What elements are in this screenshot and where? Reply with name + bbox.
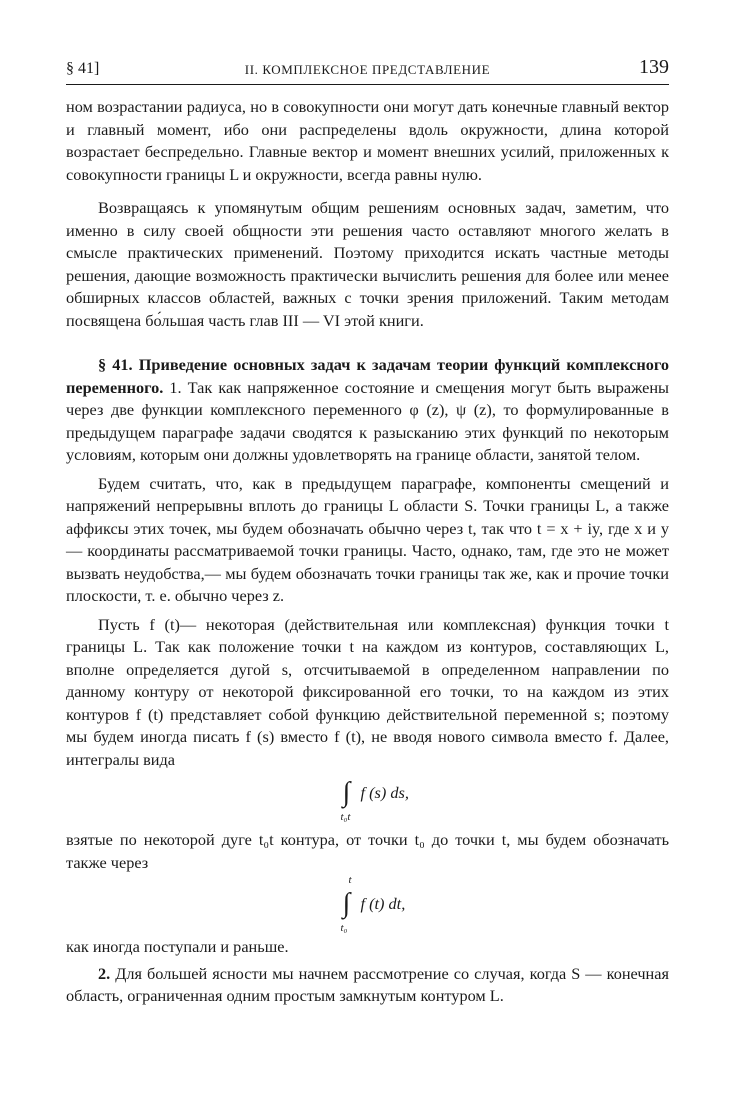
paragraph: Будем считать, что, как в предыдущем параграфе, компоненты смещений и напряжений непрерывны вплоть до границы L области S. Точки границы L, а также аффиксы этих точек, мы будем обозначать обычно через t, так что t = x + iy, где x и y — координаты рассматриваемой точки границы. Часто, однако, там, где это не может вызвать неудобства,— мы будем обозначать точки границы так же, как и прочие точки плоскости, т. е. обычно через z. — [66, 473, 669, 605]
section-paragraph — [66, 354, 669, 467]
page-number: 139 — [639, 56, 669, 78]
page-body — [66, 96, 669, 1008]
formula-integral-1 — [66, 771, 669, 829]
integrand: f (t) dt, — [360, 894, 406, 913]
item-number: 2. — [98, 963, 111, 983]
integrand: f (s) ds, — [360, 783, 409, 802]
section-number: § 41. — [98, 355, 133, 374]
section-title: Приведение основных задач к задачам теории функций комплексного переменного. — [66, 355, 670, 397]
integral-lower-limit: t₀t — [340, 811, 351, 823]
header-section-ref: § 41] — [66, 60, 100, 77]
integral-sign: ∫ — [342, 777, 351, 808]
header-rule — [66, 84, 669, 85]
integral-upper-limit: t — [348, 874, 352, 886]
header-chapter-title: II. КОМПЛЕКСНОЕ ПРЕДСТАВЛЕНИЕ — [244, 62, 491, 77]
paragraph: Возвращаясь к упомянутым общим решениям основных задач, заметим, что именно в силу своей общности эти решения часто оставляют многого желать в смысле практических применений. Поэтому приходится искать частные методы решения, дающие возможность практически вычислить решения для более или менее обширных классов областей, важных с точки зрения приложений. Таким методам посвящена бо́льшая часть глав III — VI этой книги. — [66, 198, 669, 330]
integral-sign: ∫ — [342, 888, 351, 919]
paragraph: как иногда поступали и раньше. — [66, 937, 289, 956]
paragraph-continued: ном возрастании радиуса, но в совокупности они могут дать конечные главный вектор и главный момент, ибо они распределены вдоль окружности, длина которой возрастает беспредельно. Главные вектор и момент внешних усилий, приложенных к совокупности границы L и окружности, всегда равны нулю. — [66, 97, 669, 184]
running-header — [66, 56, 669, 84]
formula-integral-2 — [66, 874, 669, 936]
paragraph: Пусть f (t)— некоторая (действительная или комплексная) функция точки t границы L. Так как положение точки t на каждом из контуров, составляющих L, вполне определяется дугой s, отсчитываемой в определенном направлении по данному контуру от некоторой фиксированной его точки, то на каждом из этих контуров f (t) представляет собой функцию действительной переменной s; поэтому мы будем иногда писать f (s) вместо f (t), не вводя нового символа вместо f. Далее, интегралы вида — [66, 614, 669, 769]
section-text: 1. Так как напряженное состояние и смещения могут быть выражены через две функции комплексного переменного φ (z), ψ (z), то формулированные в предыдущем параграфе задачи сводятся к разысканию этих функций по некоторым условиям, которым они должны удовлетворять на границе области, занятой телом. — [66, 377, 669, 464]
paragraph: взятые по некоторой дуге t₀t контура, от точки t₀ до точки t, мы будем обозначать также через — [66, 830, 669, 872]
item-text: Для большей ясности мы начнем рассмотрение со случая, когда S — конечная область, ограниченная одним простым замкнутым контуром L. — [66, 963, 669, 1005]
paragraph-numbered — [66, 963, 669, 1008]
integral-lower-limit: t₀ — [340, 922, 348, 934]
